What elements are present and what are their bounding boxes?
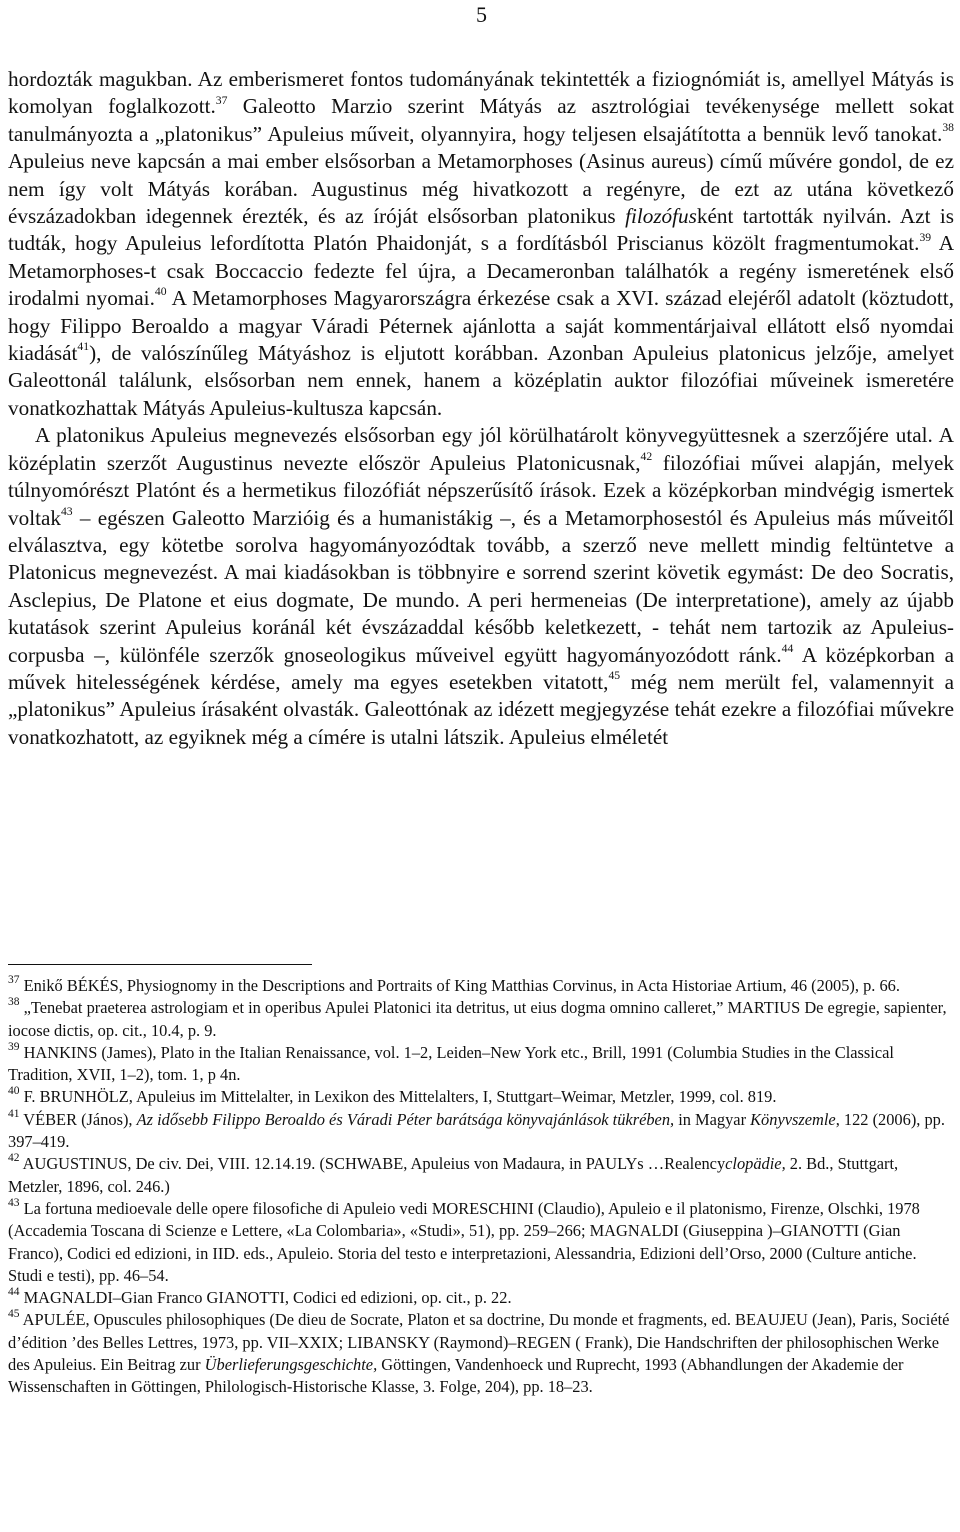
- text-run: 2. Bd., Stuttgart, Metzler, 1896, col. 246.): [8, 1154, 899, 1196]
- footnote-marker: 45: [608, 669, 621, 683]
- text-run: HANKINS (James), Plato in the Italian Renaissance, vol. 1–2, Leiden–New York etc., Brill, 1991 (Columbia Studies in the Classical Tradition, XVII, 1–2), tom. 1, p 4n.: [8, 1042, 894, 1085]
- body-text: [8, 66, 954, 751]
- footnote-marker: 38: [942, 121, 954, 135]
- text-run: VÉBER (János),: [19, 1109, 137, 1129]
- footnote-marker: 45: [8, 1308, 20, 1321]
- footnote-marker: 42: [8, 1152, 20, 1165]
- text-run: Apuleius neve kapcsán a mai ember elsősorban a Metamorphoses (Asinus aureus) című művére gondol, de ez nem így volt Mátyás korában. Augustinus még hivatkozott a regényre, de ezt az utána következő évszázadokban idegennek érezték, és az íróját elsősorban platonikus: [8, 149, 954, 229]
- footnote-marker: 43: [60, 504, 73, 518]
- footnote-marker: 44: [781, 641, 794, 655]
- text-run: in Magyar: [674, 1109, 751, 1129]
- footnote-marker: 39: [8, 1040, 20, 1053]
- footnote-separator: [8, 964, 312, 965]
- text-run: Galeotto Marzio szerint Mátyás az asztrológiai tevékenysége mellett sokat tanulmányozta a „platonikus” Apuleius műveit, olyannyira, hogy teljesen elsajátította a bennük levő tanokat.: [8, 94, 954, 146]
- footnote-44: [8, 1287, 954, 1309]
- footnote-marker: 39: [919, 230, 932, 244]
- text-run: ), de valószínűleg Mátyáshoz is eljutott korábban. Azonban Apuleius platonicus jelzője, amelyet Galeottonál találunk, elsősorban nem ennek, hanem a középlatin auktor filozófiai műveinek ismeretére vonatkozhattak Mátyás Apuleius-kultusza kapcsán.: [8, 341, 954, 420]
- text-run: ként tartották nyilván. Azt is tudták, hogy Apuleius lefordította Platón Phaidonját, s a fordításból Priscianus közölt fragmentumokat.: [8, 204, 954, 256]
- footnote-37: [8, 975, 954, 997]
- italic-text: filozófus: [625, 204, 697, 229]
- italic-text: Az idősebb Filippo Beroaldo és Váradi Péter barátsága könyvajánlások tükrében,: [136, 1109, 675, 1129]
- text-run: még nem merült fel, valamennyit a „platonikus” Apuleius írásaként olvasták. Galeottónak az idézett megjegyzése tehát ezekre a filozófiai művekre vonatkozhatott, az egyiknek még a címére is utalni látszik. Apuleius elméletét: [8, 669, 954, 749]
- text-run: AUGUSTINUS, De civ. Dei, VIII. 12.14.19. (SCHWABE, Apuleius von Madaura, in PAULYs …Realency: [19, 1154, 726, 1174]
- footnote-40: [8, 1086, 954, 1108]
- footnote-42: [8, 1153, 954, 1198]
- footnote-38: [8, 997, 954, 1042]
- footnote-41: [8, 1109, 954, 1154]
- text-run: APULÉE, Opuscules philosophiques (De dieu de Socrate, Platon et sa doctrine, Du monde et fragments, ed. BEAUJEU (Jean), Paris, Société d’édition ’des Belles Lettres, 1973, pp. VII–XXIX; LIBANSKY (Raymond)–REGEN ( Frank), Die Handschriften der philosophischen Werke des Apuleius. Ein Beitrag zur: [8, 1310, 950, 1375]
- text-run: Göttingen, Vandenhoeck und Ruprecht, 1993 (Abhandlungen der Akademie der Wissenschaften in Göttingen, Philologisch-Historische Klasse, 3. Folge, 204), pp. 18–23.: [8, 1355, 904, 1397]
- footnote-marker: 41: [77, 340, 90, 354]
- text-run: A platonikus Apuleius megnevezés elsősorban egy jól körülhatárolt könyvegyüttesnek a szerzőjére utal. A középlatin szerzőt Augustinus nevezte először Apuleius Platonicusnak,: [8, 423, 954, 475]
- text-run: hordozták magukban. Az emberismeret fontos tudományának tekintették a fiziognómiát is, amellyel Mátyás is komolyan foglalkozott.: [8, 67, 954, 119]
- text-run: – egészen Galeotto Marzióig és a humanistákig –, és a Metamorphosestól és Apuleius más műveitől elválasztva, egy kötetbe sorolva hagyományozódtak tovább, a szerző neve mellett mindig feltüntetve a Platonicus megnevezést. A mai kiadásokban is többnyire e sorrend szerint követik egymást: De deo Socratis, Asclepius, De Platone et eius dogmate, De mundo. A peri hermeneias (De interpretatione), amely az újabb kutatások szerint Apuleius koránál két évszázaddal később keletkezett, - tehát nem tartozik az Apuleius-corpusba –, különféle szerzők gnoseologikus műveivel együtt hagyományozódott ránk.: [8, 505, 954, 667]
- text-run: „Tenebat praeterea astrologiam et in operibus Apulei Platonici ita detritus, ut eius dogma omnino calleret,” MARTIUS De egregie, sapienter, iocose dictis, op. cit., 10.4, p. 9.: [8, 998, 947, 1040]
- text-run: A Metamorphoses-t csak Boccaccio fedezte fel újra, a Decameronban találhatók a regény ismeretének első irodalmi nyomai.: [8, 231, 954, 311]
- footnote-marker: 37: [8, 973, 20, 986]
- footnote-marker: 41: [8, 1107, 20, 1120]
- page-number: 5: [476, 2, 487, 27]
- footnote-marker: 42: [640, 449, 653, 463]
- footnote-43: [8, 1198, 954, 1287]
- footnotes: [8, 975, 954, 1399]
- italic-text: clopädie,: [725, 1154, 786, 1174]
- text-run: La fortuna medioevale delle opere filosofiche di Apuleio vedi MORESCHINI (Claudio), Apuleio e il platonismo, Firenze, Olschki, 1978 (Accademia Toscana di Scienze e Lettere, «La Colombaria», «Studi», 51), pp. 259–266; MAGNALDI (Giuseppina )–GIANOTTI (Gian Franco), Codici ed edizioni, in IID. eds., Apuleio. Storia del testo e interpretazioni, Alessandria, Edizioni dell’Orso, 2000 (Culture antiche. Studi e testi), pp. 46–54.: [8, 1198, 920, 1285]
- footnote-45: [8, 1309, 954, 1398]
- text-run: F. BRUNHÖLZ, Apuleius im Mittelalter, in Lexikon des Mittelalters, I, Stuttgart–Weimar, Metzler, 1999, col. 819.: [19, 1087, 777, 1107]
- text-run: Enikő BÉKÉS, Physiognomy in the Descriptions and Portraits of King Matthias Corvinus, in Acta Historiae Artium, 46 (2005), p. 66.: [19, 976, 900, 995]
- text-run: A Metamorphoses Magyarországra érkezése csak a XVI. század elejéről adatolt (köztudott, hogy Filippo Beroaldo a magyar Váradi Péternek ajánlotta a saját kommentárjaival ellátott első nyomdai kiadását: [8, 286, 954, 366]
- italic-text: Überlieferungsgeschichte,: [204, 1355, 378, 1375]
- text-run: A középkorban a művek hitelességének kérdése, amely ma egyes esetekben vitatott,: [8, 642, 954, 694]
- footnote-marker: 40: [8, 1085, 20, 1098]
- footnote-marker: 40: [154, 285, 167, 299]
- text-run: MAGNALDI–Gian Franco GIANOTTI, Codici ed edizioni, op. cit., p. 22.: [19, 1288, 512, 1308]
- footnote-marker: 37: [215, 93, 228, 107]
- italic-text: Könyvszemle: [750, 1109, 836, 1129]
- paragraph-1: [8, 66, 954, 422]
- text-run: , 122 (2006), pp. 397–419.: [8, 1109, 945, 1152]
- footnote-39: [8, 1042, 954, 1087]
- footnote-marker: 44: [8, 1285, 20, 1298]
- paragraph-2: [8, 422, 954, 751]
- footnote-marker: 38: [8, 996, 20, 1009]
- text-run: filozófiai művei alapján, melyek túlnyomórészt Platónt és a hermetikus filozófiát népszerűsítő írások. Ezek a középkorban mindvégig ismertek voltak: [8, 450, 954, 530]
- footnote-marker: 43: [8, 1196, 20, 1209]
